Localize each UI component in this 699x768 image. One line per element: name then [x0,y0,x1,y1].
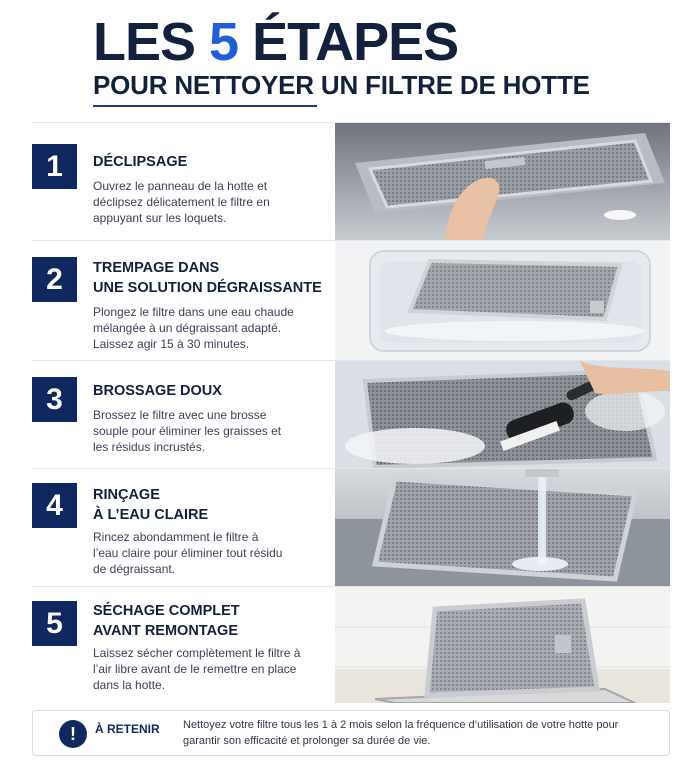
step-title-line: BROSSAGE DOUX [93,383,222,399]
step-title-line: DÉCLIPSAGE [93,154,188,170]
step-description: Ouvrez le panneau de la hotte et déclipsez délicatement le filtre en appuyant sur les loquets. [93,179,270,225]
step-number-badge: 2 [32,257,77,302]
step-title [93,601,240,641]
reminder-text: Nettoyez votre filtre tous les 1 à 2 mois selon la fréquence d’utilisation de votre hotte pour garantir son efficacité et prolonger sa durée de vie. [183,719,619,747]
title-suffix: ÉTAPES [238,12,459,72]
reminder-label: À RETENIR [95,722,160,736]
rinsing-photo [335,469,670,587]
step-title-line: À L’EAU CLAIRE [93,507,209,523]
step-1 [32,122,670,240]
step-title-line: RINÇAGE [93,487,160,503]
page-title [93,10,458,74]
title-prefix: LES [93,12,210,72]
step-number-badge: 4 [32,483,77,528]
step-5 [32,586,670,702]
step-4 [32,468,670,586]
step-title-line: AVANT REMONTAGE [93,623,238,639]
step-title-line: TREMPAGE DANS [93,260,220,276]
step-3 [32,360,670,468]
step-description: Rincez abondamment le filtre à l’eau claire pour éliminer tout résidu de dégraissant. [93,530,283,576]
step-description: Laissez sécher complètement le filtre à l’air libre avant de le remettre en place dans la hotte. [93,646,301,692]
soaking-tray-photo [335,241,670,361]
title-divider [93,105,317,107]
step-number-badge: 1 [32,144,77,189]
step-2 [32,240,670,360]
exclamation-icon: ! [59,720,87,748]
step-title [93,152,187,172]
step-title [93,258,322,298]
range-hood-photo [335,123,670,241]
title-number: 5 [209,12,239,72]
step-description: Plongez le filtre dans une eau chaude mélangée à un dégraissant adapté. Laissez agir 15 à 30 minutes. [93,305,294,351]
page-subtitle: POUR NETTOYER UN FILTRE DE HOTTE [93,70,590,100]
header [0,0,699,118]
step-description: Brossez le filtre avec une brosse souple pour éliminer les graisses et les résidus incrustés. [93,408,282,454]
drying-rack-photo [335,587,670,703]
step-number-badge: 5 [32,601,77,646]
step-title-line: SÉCHAGE COMPLET [93,603,240,619]
step-number-badge: 3 [32,377,77,422]
step-title-line: UNE SOLUTION DÉGRAISSANTE [93,280,322,296]
step-title [93,485,208,525]
step-title [93,381,222,401]
reminder-box [32,710,670,756]
brushing-photo [335,361,670,469]
